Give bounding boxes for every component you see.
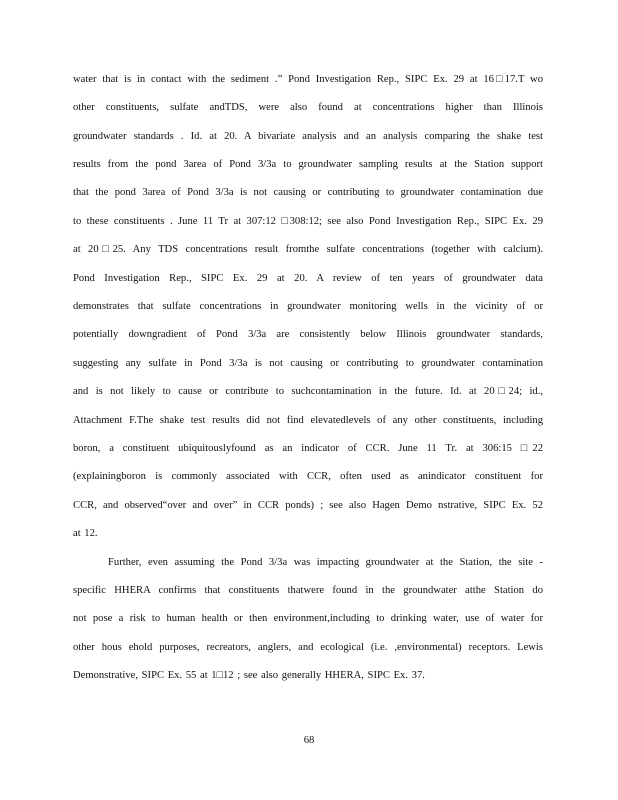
body-text-line: suggesting any sulfate in Pond 3/3a is not causing or contributing to groundwater contamination xyxy=(73,358,543,369)
body-text-line: and is not likely to cause or contribute to suchcontamination in the future. Id. at 20□24; id., xyxy=(73,386,543,397)
body-text-line: specific HHERA confirms that constituents thatwere found in the groundwater atthe Station do xyxy=(73,585,543,596)
body-text-line: to these constituents . June 11 Tr at 307:12 □308:12; see also Pond Investigation Rep., SIPC Ex. 29 xyxy=(73,216,543,227)
page-number: 68 xyxy=(303,735,315,746)
paragraph-first-line: Further, even assuming the Pond 3/3a was impacting groundwater at the Station, the site - xyxy=(108,557,543,568)
body-text-line: Attachment F.The shake test results did not find elevatedlevels of any other constituents, including xyxy=(73,415,543,426)
body-text-line: not pose a risk to human health or then environment,including to drinking water, use of water for xyxy=(73,613,543,624)
body-text-line: groundwater standards . Id. at 20. A bivariate analysis and an analysis comparing the shake test xyxy=(73,131,543,142)
body-text-line: Pond Investigation Rep., SIPC Ex. 29 at 20. A review of ten years of groundwater data xyxy=(73,273,543,284)
body-text-line: boron, a constituent ubiquitouslyfound as an indicator of CCR. June 11 Tr. at 306:15 □22 xyxy=(73,443,543,454)
body-text-line: that the pond 3area of Pond 3/3a is not causing or contributing to groundwater contamination due xyxy=(73,187,543,198)
body-text-line: at 20□25. Any TDS concentrations result fromthe sulfate concentrations (together with calcium). xyxy=(73,244,543,255)
body-text-line: Demonstrative, SIPC Ex. 55 at 1□12 ; see also generally HHERA, SIPC Ex. 37. xyxy=(73,670,425,681)
body-text-line: other hous ehold purposes, recreators, anglers, and ecological (i.e. ,environmental) receptors. Lewis xyxy=(73,642,543,653)
body-text-line: CCR, and observed“over and over” in CCR ponds) ; see also Hagen Demo nstrative, SIPC Ex. 52 xyxy=(73,500,543,511)
body-text-line: other constituents, sulfate andTDS, were also found at concentrations higher than Illinois xyxy=(73,102,543,113)
body-text-line: demonstrates that sulfate concentrations in groundwater monitoring wells in the vicinity of or xyxy=(73,301,543,312)
body-text-line: potentially downgradient of Pond 3/3a are consistently below Illinois groundwater standards, xyxy=(73,329,543,340)
body-text-line: at 12. xyxy=(73,528,98,539)
body-text-line: results from the pond 3area of Pond 3/3a to groundwater sampling results at the Station support xyxy=(73,159,543,170)
body-text-line: water that is in contact with the sediment .” Pond Investigation Rep., SIPC Ex. 29 at 16□17.T wo xyxy=(73,74,543,85)
body-text-line: (explainingboron is commonly associated with CCR, often used as anindicator constituent for xyxy=(73,471,543,482)
